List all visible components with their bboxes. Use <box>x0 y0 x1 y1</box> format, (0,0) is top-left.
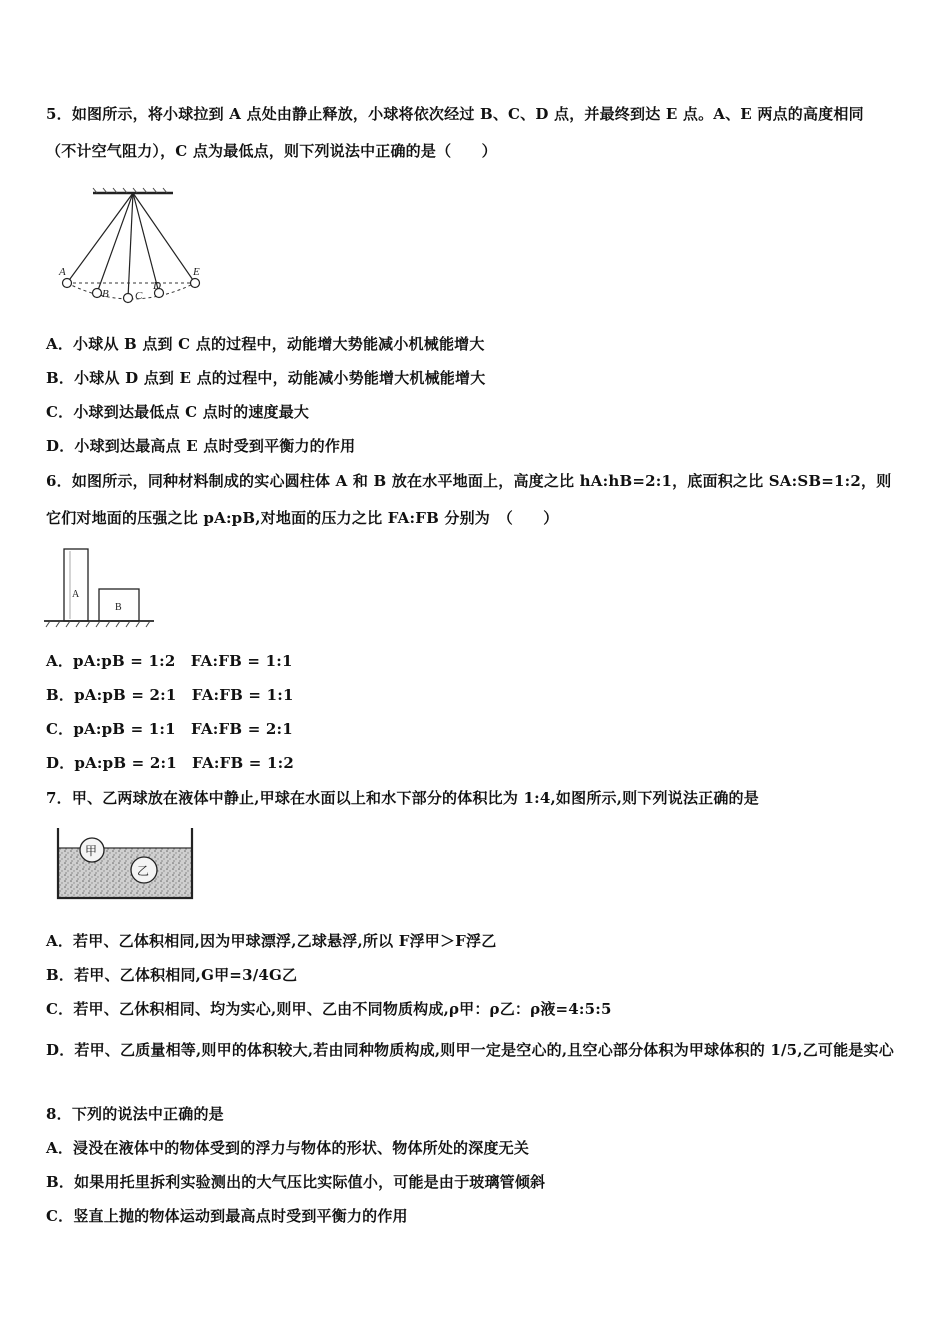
liquid-container-figure <box>52 826 200 906</box>
q7-option-c: C．若甲、乙休积相同、均为实心,则甲、乙由不同物质构成,ρ甲：ρ乙：ρ液=4:5:5 <box>46 1000 612 1018</box>
q6-option-b: B．pA:pB = 2:1 FA:FB = 1:1 <box>46 686 294 704</box>
fig-label-a: A <box>59 266 66 278</box>
q8-stem: 8．下列的说法中正确的是 <box>46 1105 224 1123</box>
q6-option-a: A．pA:pB = 1:2 FA:FB = 1:1 <box>46 652 293 670</box>
q5-option-c: C．小球到达最低点 C 点时的速度最大 <box>46 403 310 421</box>
q5-option-d: D．小球到达最高点 E 点时受到平衡力的作用 <box>46 437 356 455</box>
q5-stem-line-1: 5．如图所示，将小球拉到 A 点处由静止释放，小球将依次经过 B、C、D 点，并最终到达 E 点。A、E 两点的高度相同 <box>46 105 864 123</box>
cylinder-a-label: A <box>72 589 80 600</box>
q5-option-b: B．小球从 D 点到 E 点的过程中，动能减小势能增大机械能增大 <box>46 369 486 387</box>
q7-option-b: B．若甲、乙体积相同,G甲=3/4G乙 <box>46 966 298 984</box>
q7-option-a: A．若甲、乙体积相同,因为甲球漂浮,乙球悬浮,所以 F浮甲＞F浮乙 <box>46 932 497 950</box>
q5-option-a: A．小球从 B 点到 C 点的过程中，动能增大势能减小机械能增大 <box>46 335 485 353</box>
q6-stem-line-2: 它们对地面的压强之比 pA:pB,对地面的压力之比 FA:FB 分别为 （ ） <box>46 509 559 527</box>
q6-option-d: D．pA:pB = 2:1 FA:FB = 1:2 <box>46 754 294 772</box>
q7-stem: 7．甲、乙两球放在液体中静止,甲球在水面以上和水下部分的体积比为 1:4,如图所示,则下列说法正确的是 <box>46 789 759 807</box>
fig-label-c: C <box>135 290 143 302</box>
ball-yi-label: 乙 <box>137 864 150 878</box>
q7-option-d: D．若甲、乙质量相等,则甲的体积较大,若由同种物质构成,则甲一定是空心的,且空心部分体积为甲球体积的 1/5,乙可能是实心 <box>46 1041 894 1059</box>
q8-option-a: A．浸没在液体中的物体受到的浮力与物体的形状、物体所处的深度无关 <box>46 1139 530 1157</box>
cylinder-b-label: B <box>115 602 122 613</box>
cylinders-figure <box>44 543 164 631</box>
q8-option-b: B．如果用托里拆利实验测出的大气压比实际值小，可能是由于玻璃管倾斜 <box>46 1173 546 1191</box>
ball-jia-label: 甲 <box>85 844 98 858</box>
fig-label-b: B <box>102 288 109 300</box>
q6-option-c: C．pA:pB = 1:1 FA:FB = 2:1 <box>46 720 293 738</box>
q8-option-c: C．竖直上抛的物体运动到最高点时受到平衡力的作用 <box>46 1207 408 1225</box>
fig-label-d: D <box>153 280 161 292</box>
fig-label-e: E <box>193 266 200 278</box>
pendulum-figure <box>55 185 215 310</box>
q5-stem-line-2: （不计空气阻力），C 点为最低点，则下列说法中正确的是（ ） <box>46 142 497 160</box>
q6-stem-line-1: 6．如图所示，同种材料制成的实心圆柱体 A 和 B 放在水平地面上，高度之比 hA:hB=2:1，底面积之比 SA:SB=1:2，则 <box>46 472 892 490</box>
